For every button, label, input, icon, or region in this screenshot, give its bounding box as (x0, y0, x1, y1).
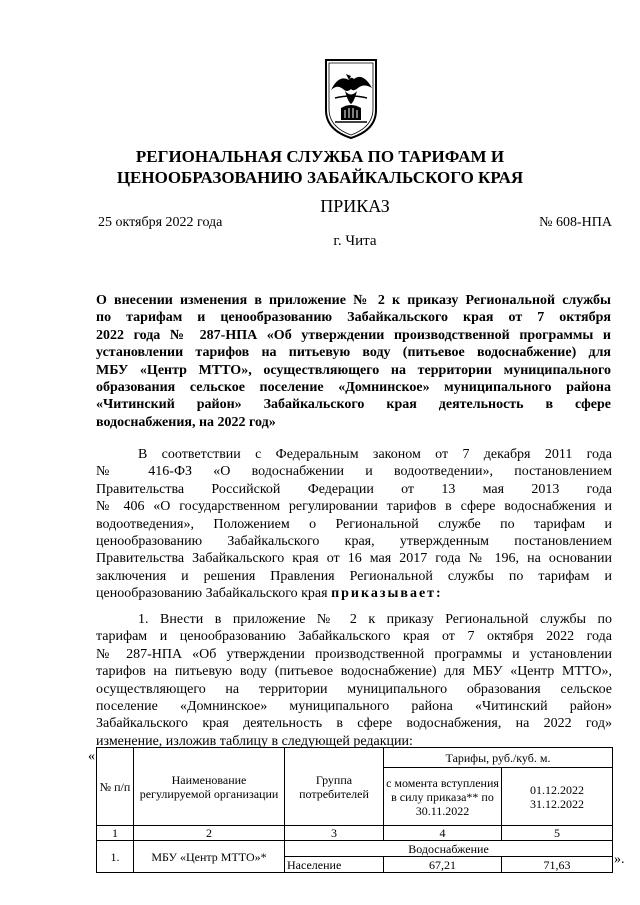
preamble-line: № 416-ФЗ «О водоснабжении и водоотведении», постановлением (96, 464, 612, 480)
subject-line: «Читинский район» Забайкальского края деятельность в сфере (96, 397, 611, 413)
agency-name (0, 146, 640, 188)
subject-line: водоснабжения, на 2022 год» (96, 414, 276, 430)
preamble-paragraph (96, 446, 612, 603)
document-city: г. Чита (333, 233, 377, 249)
agency-name-line2: ЦЕНООБРАЗОВАНИЮ ЗАБАЙКАЛЬСКОГО КРАЯ (116, 168, 524, 187)
preamble-line: Правительства Российской Федерации от 13 мая 2013 года (96, 481, 612, 497)
document-date: 25 октября 2022 года (98, 215, 223, 230)
preamble-line: В соответствии с Федеральным законом от 7 декабря 2011 года (138, 447, 612, 462)
item-1-paragraph (96, 611, 612, 750)
orders-word: приказывает: (331, 586, 443, 602)
preamble-line: заключения и решения Правления Региональной службы по тарифам и (96, 568, 612, 584)
table-close-quote: ». (614, 852, 625, 867)
row-consumer-group: Население (285, 857, 384, 873)
header-period-1: с момента вступления в силу приказа** по 30.11.2022 (384, 768, 502, 826)
header-tariffs: Тарифы, руб./куб. м. (384, 748, 613, 768)
item-line: № 287-НПА «Об утверждении производственной программы и установлении (96, 646, 612, 662)
tariff-table (96, 747, 613, 873)
header-period-2: 01.12.2022 31.12.2022 (502, 768, 613, 826)
column-index: 3 (285, 826, 384, 841)
row-tariff-1: 67,21 (384, 857, 502, 873)
subject-line: МБУ «Центр МТТО», осуществляющего на территории муниципального (96, 362, 611, 378)
order-subject (96, 292, 611, 431)
header-num: № п/п (97, 748, 134, 826)
row-organization: МБУ «Центр МТТО»* (134, 841, 285, 873)
preamble-last-line (96, 585, 612, 602)
document-number: № 608-НПА (539, 215, 612, 230)
document-type: ПРИКАЗ (320, 196, 390, 216)
item-line: тарифам и ценообразованию Забайкальского края от 7 октября 2022 года (96, 629, 612, 645)
column-index: 2 (134, 826, 285, 841)
subject-line: образования сельское поселение «Домнинское» муниципального района (96, 380, 611, 396)
item-line: тарифов на питьевую воду (питьевое водоснабжение) для МБУ «Центр МТТО», (96, 664, 612, 680)
preamble-line: Правительства Забайкальского края от 16 мая 2017 года № 196, на основании (96, 551, 612, 567)
column-index: 1 (97, 826, 134, 841)
item-line: изменение, изложив таблицу в следующей редакции: (96, 733, 413, 749)
preamble-line-text: ценообразованию Забайкальского края (96, 586, 328, 602)
column-index: 5 (502, 826, 613, 841)
preamble-line: ценообразованию Забайкальского края, утвержденным постановлением (96, 534, 612, 550)
preamble-line: водоотведения», Положением о Региональной службе по тарифам и (96, 516, 612, 532)
preamble-line: № 406 «О государственном регулировании тарифов в сфере водоснабжения и (96, 499, 612, 515)
item-line: Забайкальского края деятельность в сфере водоснабжения, на 2022 год» (96, 716, 612, 732)
coat-of-arms-icon (323, 58, 379, 140)
row-number: 1. (97, 841, 134, 873)
subject-line: О внесении изменения в приложение № 2 к приказу Региональной службы (96, 293, 611, 308)
header-group: Группа потребителей (285, 748, 384, 826)
subject-line: по тарифам и ценообразованию Забайкальского края от 7 октября (96, 310, 611, 326)
item-line: 1. Внести в приложение № 2 к приказу Региональной службы по (138, 612, 612, 627)
row-section: Водоснабжение (285, 841, 613, 857)
table-open-quote: « (88, 749, 95, 764)
row-tariff-2: 71,63 (502, 857, 613, 873)
item-line: поселение «Домнинское» муниципального района «Читинский район» (96, 699, 612, 715)
item-line: осуществляющего на территории муниципального образования сельское (96, 681, 612, 697)
subject-line: 2022 года № 287-НПА «Об утверждении производственной программы и (96, 327, 611, 343)
subject-line: установлении тарифов на питьевую воду (питьевое водоснабжение) для (96, 345, 611, 361)
column-index: 4 (384, 826, 502, 841)
agency-name-line1: РЕГИОНАЛЬНАЯ СЛУЖБА ПО ТАРИФАМ И (135, 147, 505, 166)
header-org: Наименование регулируемой организации (134, 748, 285, 826)
